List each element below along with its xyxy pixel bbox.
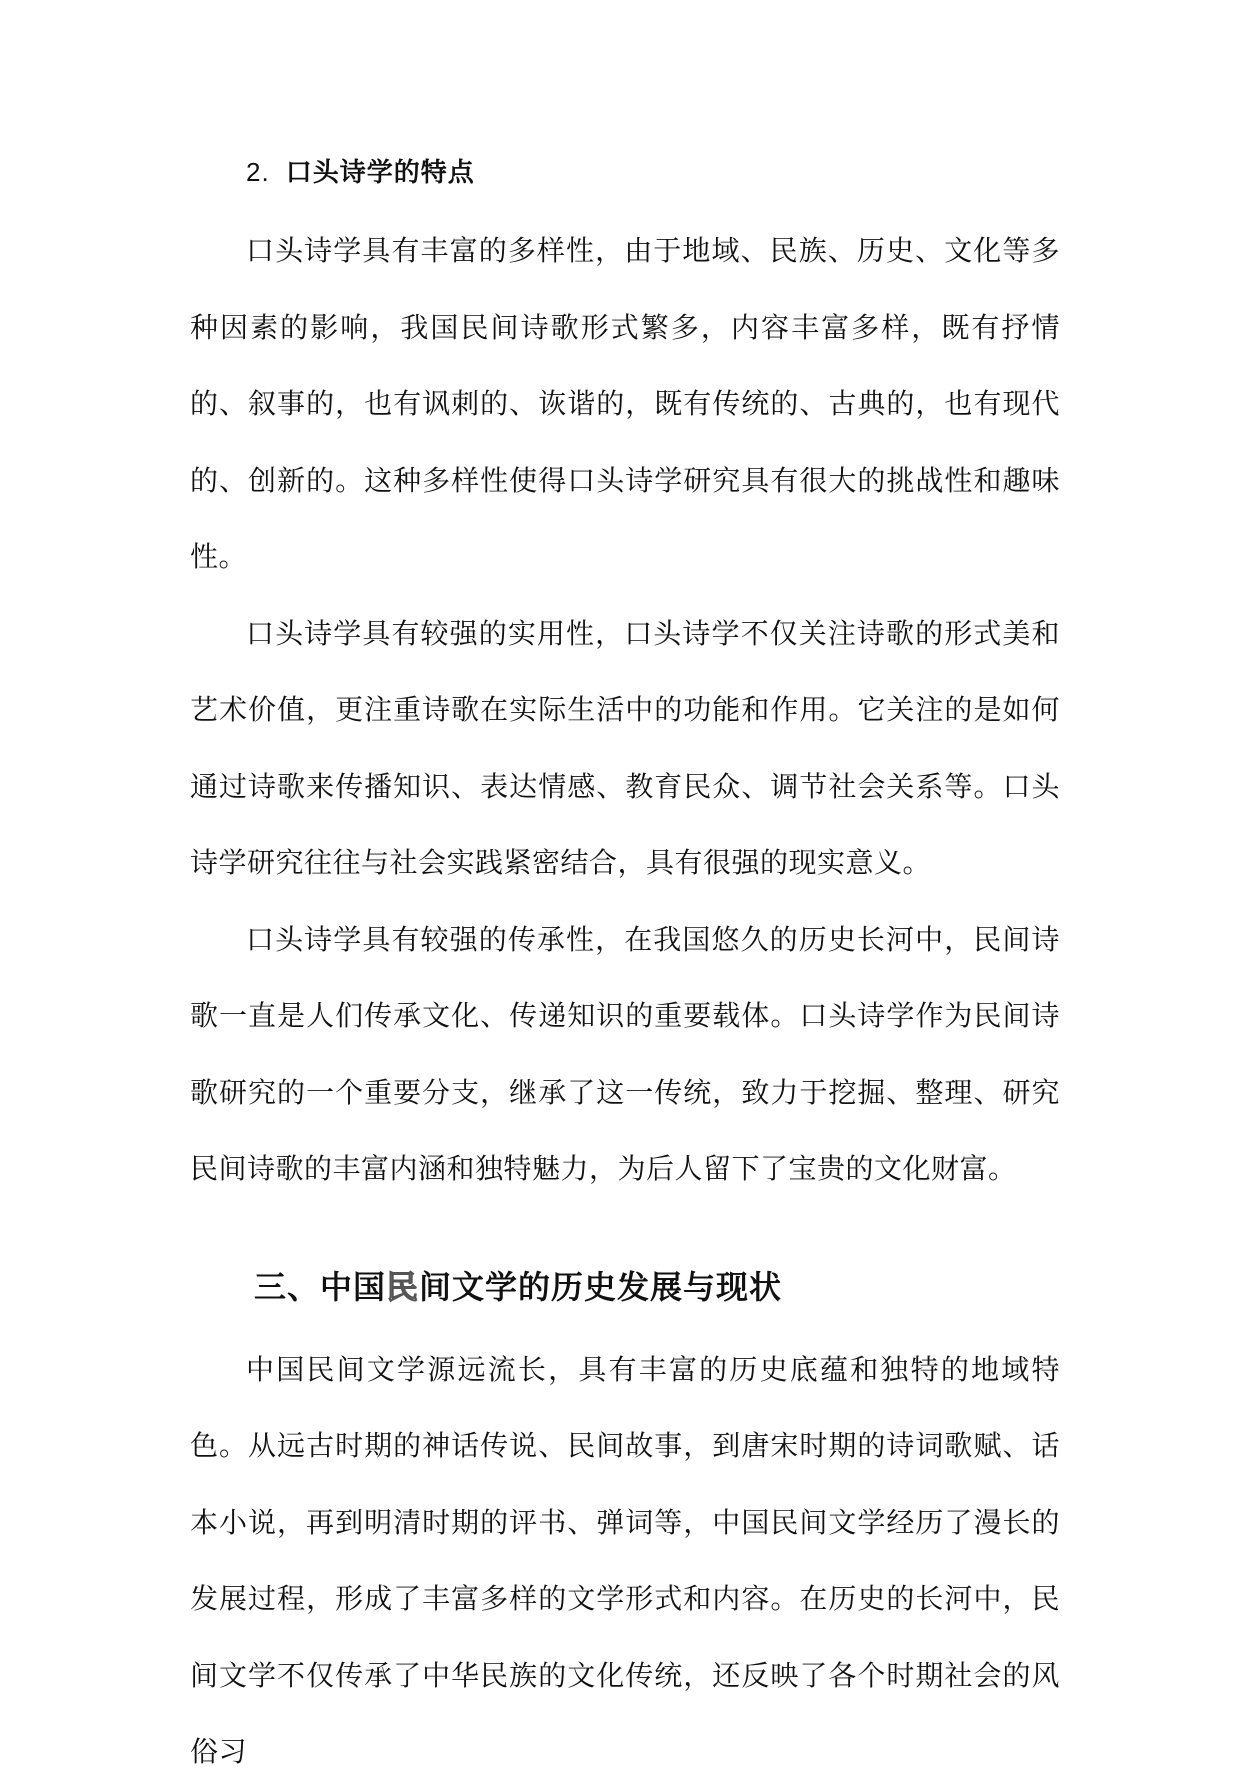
document-body [190,142,1060,1791]
paragraph-folk-literature-history: 中国民间文学源远流长，具有丰富的历史底蕴和独特的地域特色。从远古时期的神话传说、民间故事，到唐宋时期的诗词歌赋、话本小说，再到明清时期的评书、弹词等，中国民间文学经历了漫长的发展过程，形成了丰富多样的文学形式和内容。在历史的长河中，民间文学不仅传承了中华民族的文化传统，还反映了各个时期社会的风俗习 [190,1352,1060,1768]
section-heading [254,1256,1060,1318]
paragraph-diversity: 口头诗学具有丰富的多样性，由于地域、民族、历史、文化等多种因素的影响，我国民间诗歌形式繁多，内容丰富多样，既有抒情的、叙事的，也有讽刺的、诙谐的，既有传统的、古典的，也有现代的、创新的。这种多样性使得口头诗学研究具有很大的挑战性和趣味性。 [190,234,1060,573]
subsection-heading [246,142,1060,203]
paragraph-inheritance: 口头诗学具有较强的传承性，在我国悠久的历史长河中，民间诗歌一直是人们传承文化、传递知识的重要载体。口头诗学作为民间诗歌研究的一个重要分支，继承了这一传统，致力于挖掘、整理、研究民间诗歌的丰富内涵和独特魅力，为后人留下了宝贵的文化财富。 [190,922,1060,1185]
section-title-highlight: 民 [386,1267,420,1306]
section-title-part-1: 三、中国 [254,1267,387,1306]
section-title-part-2: 间文学的历史发展与现状 [419,1267,783,1306]
subsection-title: 口头诗学的特点 [285,158,475,188]
paragraph-practicality: 口头诗学具有较强的实用性，口头诗学不仅关注诗歌的形式美和艺术价值，更注重诗歌在实际生活中的功能和作用。它关注的是如何通过诗歌来传播知识、表达情感、教育民众、调节社会关系等。口头诗学研究往往与社会实践紧密结合，具有很强的现实意义。 [190,616,1060,879]
subsection-number: 2. [246,157,270,187]
